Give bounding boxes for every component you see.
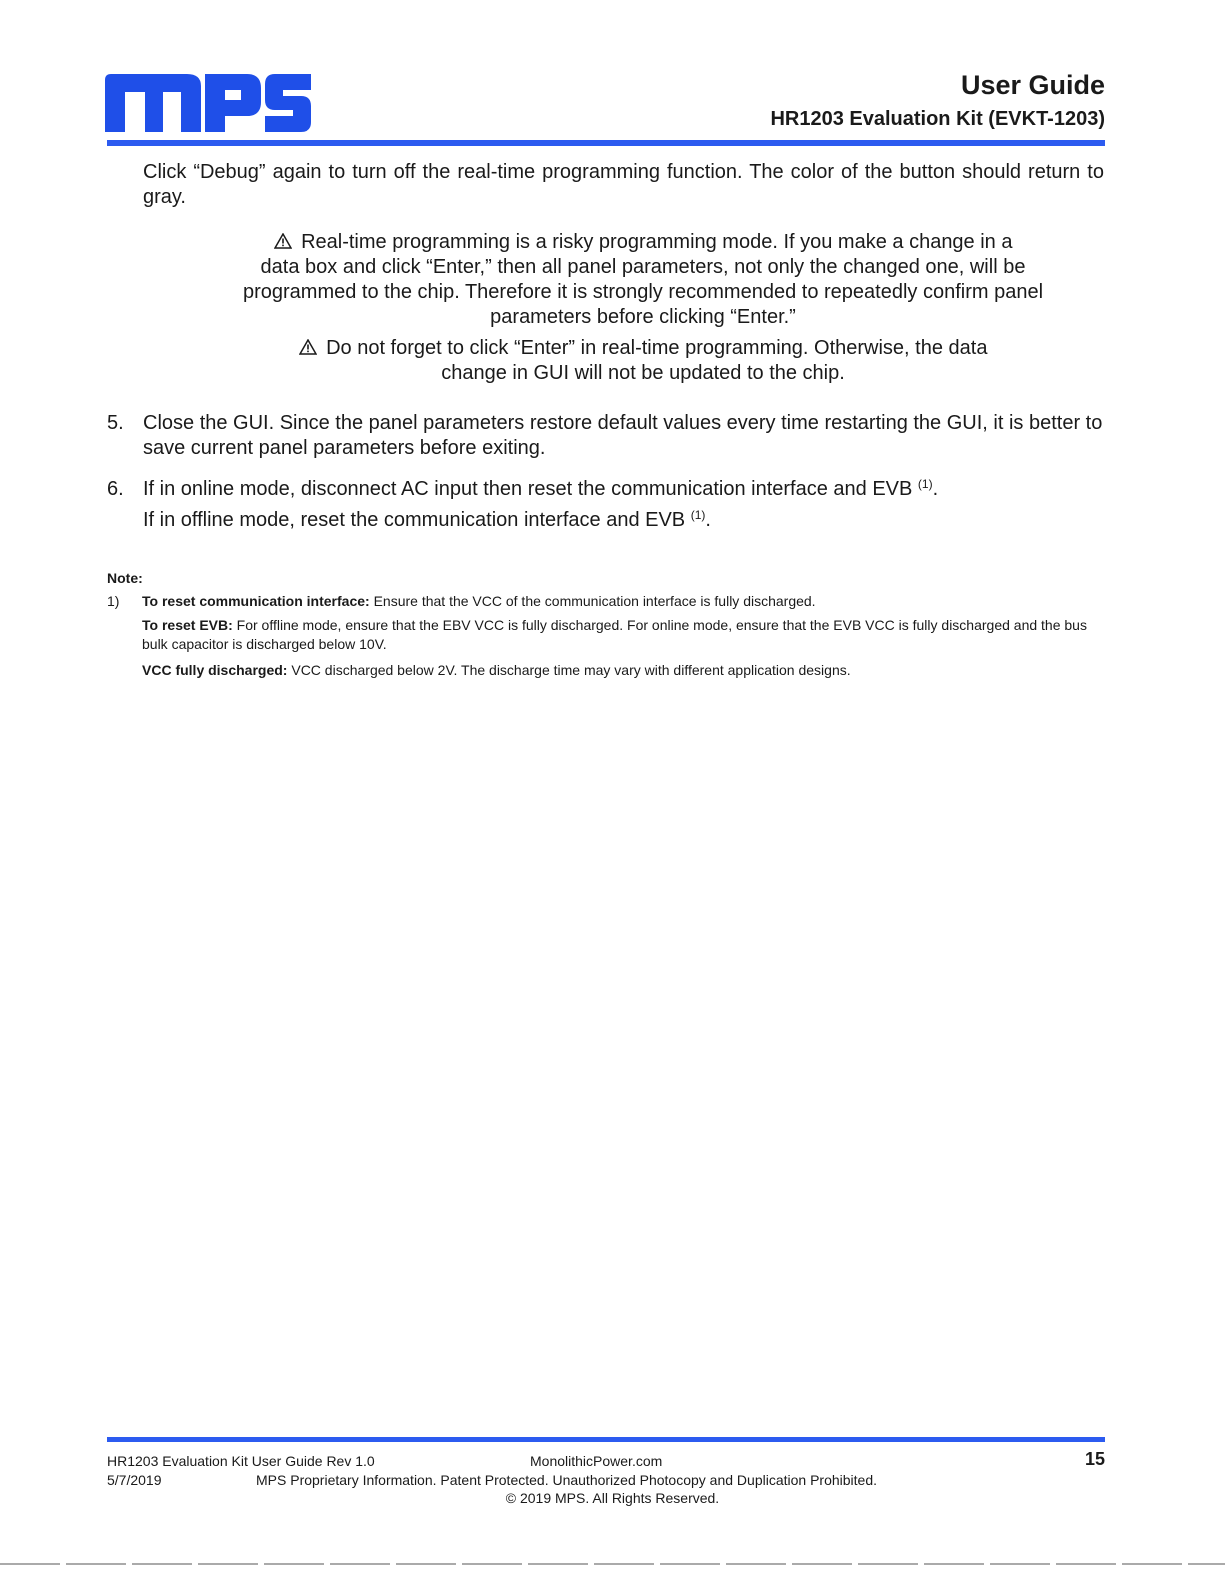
list-item (107, 477, 1105, 537)
step-text: Close the GUI. Since the panel parameters restore default values every time restarting the GUI, it is better to save current panel parameters before exiting. (143, 412, 1103, 459)
step-line: If in online mode, disconnect AC input then reset the communication interface and EVB (143, 478, 913, 500)
note-text: For offline mode, ensure that the EBV VCC is fully discharged. For online mode, ensure that the EVB VCC is fully discharged and the bus bulk capacitor is discharged below 10V. (142, 617, 1087, 652)
footnote-ref: (1) (917, 477, 933, 491)
footer-date: 5/7/2019 (107, 1472, 162, 1488)
header-divider (107, 140, 1105, 146)
step-text (143, 477, 1105, 533)
warning-triangle-icon (299, 337, 327, 359)
page-edge-dashes (0, 1563, 1225, 1565)
step-number: 5. (107, 412, 124, 434)
warning-text: parameters before clicking “Enter.” (490, 306, 796, 328)
step-period: . (705, 509, 711, 531)
footer-copyright: © 2019 MPS. All Rights Reserved. (505, 1490, 720, 1506)
note-label: To reset communication interface: (142, 593, 370, 609)
footer-proprietary-notice: MPS Proprietary Information. Patent Protected. Unauthorized Photocopy and Duplication Prohibited. (256, 1472, 878, 1488)
step-number: 6. (107, 478, 124, 500)
footer-document: HR1203 Evaluation Kit User Guide Rev 1.0 (107, 1453, 375, 1469)
warning-block (200, 336, 1086, 386)
note-item (142, 616, 1102, 654)
warning-text: Do not forget to click “Enter” in real-time programming. Otherwise, the data (326, 337, 988, 359)
note-item (142, 592, 1102, 611)
step-period: . (932, 478, 939, 500)
warning-text: change in GUI will not be updated to the chip. (441, 362, 845, 384)
note-text: Ensure that the VCC of the communication interface is fully discharged. (369, 593, 816, 609)
note-label: To reset EVB: (142, 617, 233, 633)
debug-paragraph: Click “Debug” again to turn off the real-time programming function. The color of the button should return to gray. (143, 161, 1104, 208)
document-type: User Guide (960, 70, 1105, 100)
warning-block (200, 230, 1086, 330)
note-label: VCC fully discharged: (142, 662, 288, 678)
list-item (107, 411, 1105, 463)
warning-triangle-icon (274, 231, 302, 253)
note-item (142, 661, 1102, 680)
note-title: Note: (107, 570, 143, 586)
footer-divider (107, 1437, 1105, 1442)
step-line: If in offline mode, reset the communication interface and EVB (143, 509, 686, 531)
footer-website-link[interactable]: MonolithicPower.com (530, 1453, 663, 1469)
document-subtitle: HR1203 Evaluation Kit (EVKT-1203) (770, 108, 1105, 130)
warning-text: Real-time programming is a risky programming mode. If you make a change in a (301, 231, 1013, 253)
note-number: 1) (107, 593, 120, 609)
page-number: 15 (1084, 1449, 1105, 1469)
warning-text: data box and click “Enter,” then all panel parameters, not only the changed one, will be (260, 256, 1026, 278)
footnote-ref: (1) (690, 508, 706, 522)
mps-logo (105, 74, 311, 134)
warning-text: programmed to the chip. Therefore it is strongly recommended to repeatedly confirm panel (242, 281, 1044, 303)
note-text: VCC discharged below 2V. The discharge time may vary with different application designs. (287, 662, 851, 678)
